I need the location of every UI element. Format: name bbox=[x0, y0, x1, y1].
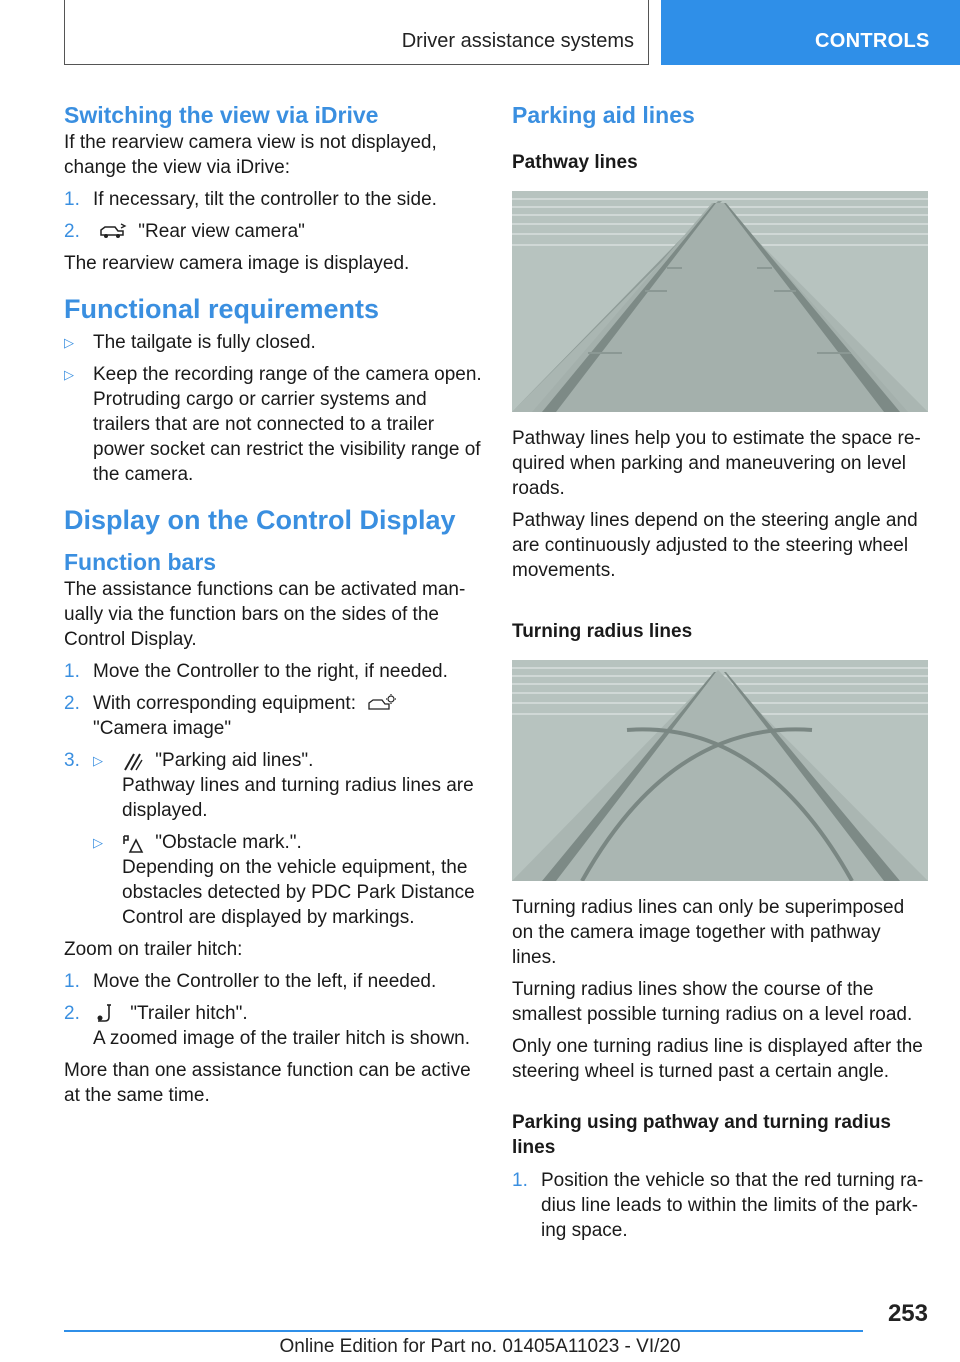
step-text: "Rear view camera" bbox=[138, 221, 305, 242]
step-text: With corresponding equipment: bbox=[93, 693, 356, 714]
step-text-continued: "Camera image" bbox=[93, 718, 232, 739]
step-number: 2. bbox=[64, 693, 80, 714]
sub-list-item bbox=[93, 748, 484, 823]
list-item bbox=[64, 362, 484, 487]
sub-item-desc: Pathway lines and turning radius lines are displayed. bbox=[122, 775, 474, 821]
header-section-box bbox=[64, 0, 649, 65]
switch-view-text: If the rearview camera view is not displayed, change the view via iDrive: bbox=[64, 132, 437, 178]
switch-view-heading: Switching the view via iDrive bbox=[64, 102, 379, 128]
function-bars-text: The assistance functions can be activated man-ually via the function bars on the sides of the Control Display. bbox=[64, 579, 466, 650]
footer-divider bbox=[64, 1330, 863, 1332]
bullet-triangle-icon: ▷ bbox=[64, 335, 74, 350]
step-number: 1. bbox=[64, 189, 80, 210]
step-number: 1. bbox=[64, 971, 80, 992]
left-column bbox=[64, 100, 484, 1108]
functional-requirements-list bbox=[64, 330, 484, 487]
list-item bbox=[64, 969, 484, 994]
turning-radius-figure bbox=[512, 660, 928, 881]
list-item bbox=[64, 219, 484, 244]
step-number: 2. bbox=[64, 1003, 80, 1024]
header-chapter-tab bbox=[661, 0, 960, 65]
sub-list-item bbox=[93, 830, 484, 930]
requirement-text: The tailgate is fully closed. bbox=[93, 332, 316, 353]
bullet-triangle-icon: ▷ bbox=[93, 835, 103, 850]
list-item bbox=[512, 1168, 928, 1243]
parking-aid-lines-heading: Parking aid lines bbox=[512, 102, 695, 128]
turning-radius-text-2: Turning radius lines show the course of the smallest possible turning radius on a level road. bbox=[512, 979, 913, 1025]
step-text: If necessary, tilt the controller to the side. bbox=[93, 189, 437, 210]
switch-view-result: The rearview camera image is displayed. bbox=[64, 253, 410, 274]
step-text: Move the Controller to the left, if needed. bbox=[93, 971, 437, 992]
step-number: 1. bbox=[512, 1170, 528, 1191]
turning-radius-text-3: Only one turning radius line is displayed after the steering wheel is turned past a certain angle. bbox=[512, 1036, 923, 1082]
parking-aid-lines-icon bbox=[122, 750, 144, 772]
step-text: Position the vehicle so that the red turning ra-dius line leads to within the limits of the park-ing space. bbox=[541, 1170, 924, 1241]
functional-requirements-heading: Functional requirements bbox=[64, 294, 380, 324]
step-number: 3. bbox=[64, 750, 80, 771]
list-item bbox=[64, 691, 484, 741]
list-item bbox=[64, 748, 484, 930]
header-section-title: Driver assistance systems bbox=[401, 30, 634, 52]
closing-text: More than one assistance function can be active at the same time. bbox=[64, 1060, 471, 1106]
trailer-hitch-icon bbox=[95, 1003, 119, 1025]
sub-item-label: "Obstacle mark.". bbox=[155, 832, 302, 853]
list-item bbox=[64, 187, 484, 212]
requirement-text: Keep the recording range of the camera open. Protruding cargo or carrier systems and trailers that are not connected to a trailer power socket can restrict the visibility range of the camera. bbox=[93, 364, 482, 485]
control-display-heading: Display on the Control Display bbox=[64, 505, 456, 535]
step-text: "Trailer hitch". bbox=[130, 1003, 248, 1024]
pathway-lines-text-1: Pathway lines help you to estimate the space re-quired when parking and maneuvering on level roads. bbox=[512, 428, 921, 499]
parking-steps bbox=[512, 1168, 928, 1243]
list-item bbox=[64, 659, 484, 684]
page-number: 253 bbox=[887, 1300, 928, 1327]
camera-image-icon bbox=[367, 693, 397, 715]
sub-item-desc: Depending on the vehicle equipment, the obstacles detected by PDC Park Distance Control are displayed by markings. bbox=[122, 857, 475, 928]
list-item bbox=[64, 330, 484, 355]
parking-heading: Parking using pathway and turning radius lines bbox=[512, 1112, 891, 1158]
switch-view-steps bbox=[64, 187, 484, 244]
zoom-text: Zoom on trailer hitch: bbox=[64, 939, 243, 960]
zoom-steps bbox=[64, 969, 484, 1051]
pathway-lines-text-2: Pathway lines depend on the steering angle and are continuously adjusted to the steering wheel movements. bbox=[512, 510, 918, 581]
obstacle-marking-icon bbox=[122, 832, 144, 854]
sub-item-label: "Parking aid lines". bbox=[155, 750, 314, 771]
pathway-lines-figure bbox=[512, 191, 928, 412]
step-text: Move the Controller to the right, if needed. bbox=[93, 661, 448, 682]
bullet-triangle-icon: ▷ bbox=[64, 367, 74, 382]
header-chapter-title: CONTROLS bbox=[815, 30, 930, 52]
footer-edition-text: Online Edition for Part no. 01405A11023 - VI/20 bbox=[279, 1336, 681, 1357]
turning-radius-text-1: Turning radius lines can only be superimposed on the camera image together with pathway lines. bbox=[512, 897, 905, 968]
turning-radius-heading: Turning radius lines bbox=[512, 621, 693, 642]
step-desc: A zoomed image of the trailer hitch is shown. bbox=[93, 1028, 471, 1049]
bullet-triangle-icon: ▷ bbox=[93, 753, 103, 768]
function-bars-heading: Function bars bbox=[64, 549, 217, 575]
step-number: 2. bbox=[64, 221, 80, 242]
step-number: 1. bbox=[64, 661, 80, 682]
list-item bbox=[64, 1001, 484, 1051]
function-bars-steps bbox=[64, 659, 484, 930]
right-column bbox=[512, 100, 928, 1250]
rear-view-camera-icon bbox=[99, 222, 127, 242]
pathway-lines-heading: Pathway lines bbox=[512, 152, 638, 173]
